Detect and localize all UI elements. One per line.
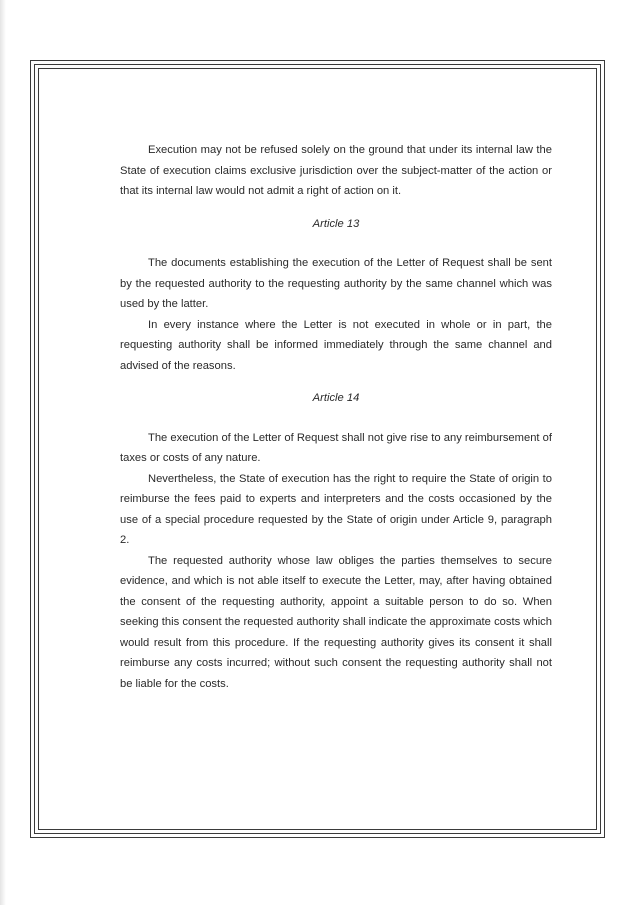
paragraph-execution-not-refused: Execution may not be refused solely on the ground that under its internal law the State of execution claims exclusive jurisdiction over the subject-matter of the action or that its internal law would not admit a right of action on it. (120, 144, 552, 197)
paragraph-documents-sent: The documents establishing the execution of the Letter of Request shall be sent by the requested authority to the requesting authority by the same channel which was used by the latter. (120, 257, 552, 310)
paragraph-not-executed: In every instance where the Letter is not executed in whole or in part, the requesting authority shall be informed immediately through the same channel and advised of the reasons. (120, 318, 552, 372)
paragraph-fees-experts: Nevertheless, the State of execution has the right to require the State of origin to reimburse the fees paid to experts and interpreters and the costs occasioned by the use of a special procedure requested by the State of origin under Article 9, paragraph 2. (120, 472, 552, 546)
paragraph-no-reimbursement: The execution of the Letter of Request shall not give rise to any reimbursement of taxes or costs of any nature. (120, 431, 552, 464)
heading-article-13: Article 13 (312, 217, 360, 230)
document-body (120, 140, 552, 694)
scan-edge-shadow (0, 0, 6, 905)
heading-article-14: Article 14 (312, 392, 360, 404)
paragraph-suitable-person: The requested authority whose law obliges the parties themselves to secure evidence, and which is not able itself to execute the Letter, may, after having obtained the consent of the requesting authority, appoint a suitable person to do so. When seeking this consent the requested authority shall indicate the approximate costs which would result from this procedure. If the requesting authority gives its consent it shall reimburse any costs incurred; without such consent the requesting authority shall not be liable for the costs. (120, 554, 552, 690)
